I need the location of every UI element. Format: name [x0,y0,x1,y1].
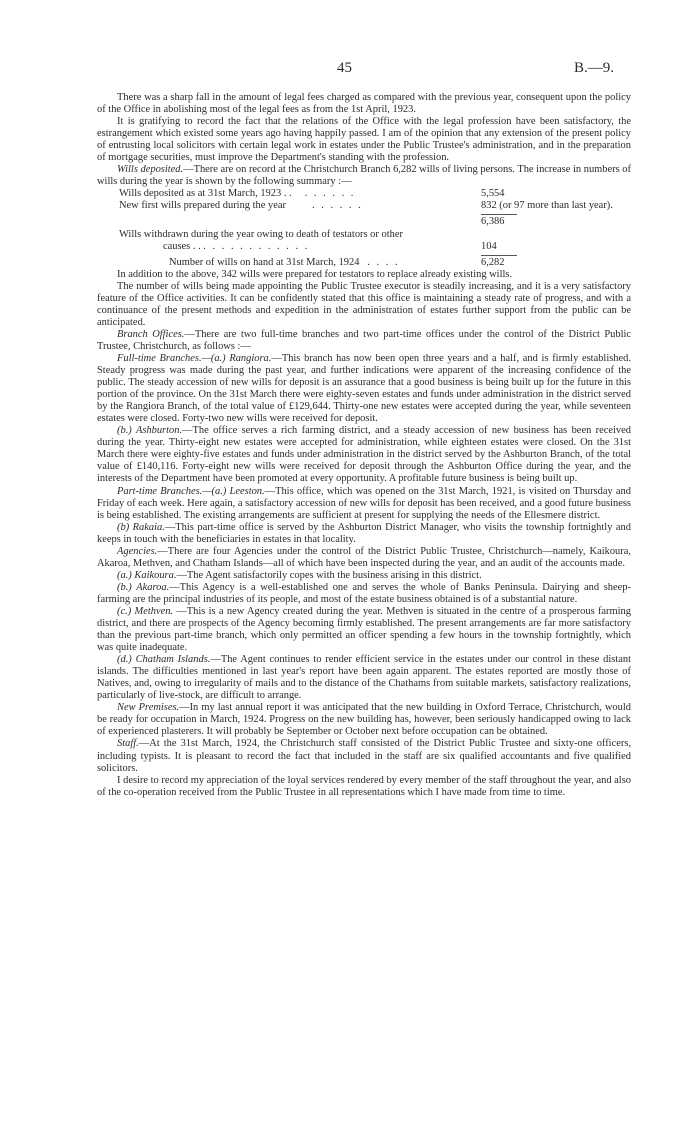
summary-value-deposited: 5,554 [481,188,505,200]
paragraph-staff [97,738,631,774]
akaroa-text: —This Agency is a well-established one and serves the whole of Banks Peninsula. Dairying and sheep-farming are the principal industries of its people, and most of the estate business obtained is of a substantial nature. [97,581,631,605]
summary-subtotal: 6,386 [481,216,505,228]
paragraph-legal-fees: There was a sharp fall in the amount of legal fees charged as compared with the previous year, consequent upon the policy of the Office in abolishing most of the legal fees as from the 1st April, 1923. [97,92,631,116]
summary-label-total: Number of wills on hand at 31st March, 1924 [169,256,360,268]
document-body [97,92,631,799]
paragraph-wills-deposited [97,164,631,188]
wills-summary-table [97,188,631,268]
leeston-text: —This office, which was opened on the 31st March, 1921, is visited on Thursday and Friday of each week. Here again, a satisfactory accession of new wills for deposit has been received, and a good future business is being established. The existing arrangements are sufficient at present for supplying the needs of the Ellesmere district. [97,485,631,521]
summary-dots: . . . . . . [312,200,363,212]
paragraph-leeston [97,486,631,522]
summary-rule [481,255,517,256]
paragraph-chatham-islands [97,654,631,702]
heading-methven: (c.) Methven. [117,605,174,617]
heading-akaroa: (b.) Akaroa. [117,581,170,593]
paragraph-closing: I desire to record my appreciation of the loyal services rendered by every member of the staff throughout the year, and also of the co-operation received from the Public Trustee in all representations which I have made from time to time. [97,774,631,798]
staff-text: —At the 31st March, 1924, the Christchurch staff consisted of the District Public Trustee and sixty-one officers, including typists. It is pleasant to record the fact that included in the staff are six qualified accountants and five qualified solicitors. [97,738,631,774]
paragraph-executor-increase: The number of wills being made appointing the Public Trustee executor is steadily increasing, and it is a very satisfactory feature of the Office activities. It can be confidently stated that this office is maintaining a steady rate of progress, and with a continuance of the present methods and expedition in the administration of estates further support from the public can be anticipated. [97,280,631,328]
summary-row-deposited [97,188,631,200]
summary-row-total [97,257,631,269]
summary-label-new-wills: New first wills prepared during the year [119,200,286,212]
page-number: 45 [337,60,352,76]
branch-offices-text: —There are two full-time branches and two part-time offices under the control of the District Public Trustee, Christchurch, as follows :— [97,328,632,352]
summary-note-new-wills: (or 97 more than last year). [499,200,613,212]
kaikoura-text: —The Agent satisfactorily copes with the business arising in this district. [176,569,482,581]
paragraph-akaroa [97,582,631,606]
summary-row-new-wills [97,200,631,212]
heading-branch-offices: Branch Offices. [117,328,185,340]
paragraph-new-premises [97,702,631,738]
agencies-text: —There are four Agencies under the control of the District Public Trustee, Christchurch—namely, Kaikoura, Akaroa, Methven, and Chatham Islands—all of which have been inspected during the year, and an audit of the accounts made. [97,545,631,569]
summary-value-withdrawn: 104 [481,240,497,252]
heading-chatham-islands: (d.) Chatham Islands. [117,654,211,666]
summary-rule [481,214,517,215]
heading-kaikoura: (a.) Kaikoura. [117,569,177,581]
rakaia-text: —This part-time office is served by the Ashburton District Manager, who visits the township fortnightly and keeps in touch with the beneficiaries in estates in that locality. [97,521,631,545]
summary-row-withdrawn [97,229,631,253]
ashburton-text: —The office serves a rich farming district, and a steady accession of new business has been received during the year. Thirty-eight new estates were accepted for administration, while eighteen estates were closed. On the 31st March there were eighty-five estates and funds under administration in the district served by the Ashburton Branch, of the total value of £140,116. Forty-eight new wills were received for deposit through the Ashburton Office during the year, and the interests of the Department have been promoted at every opportunity. A profitable future business is being built up. [97,425,631,485]
heading-new-premises: New Premises. [117,702,180,714]
rangiora-text: —This branch has now been open three years and a half, and is firmly established. Steady progress was made during the past year, and further indications were apparent of the increasing confidence of the public. The steady accession of new wills for deposit is an assurance that a good business is being built up for the future in this portion of the province. On the 31st March there were eighty-seven estates and funds under administration in the district served by the Rangiora Branch, of the total value of £129,644. Thirty-one new estates were accepted during the year, while seventeen estates were closed. Forty-two new wills were received for deposit. [97,352,631,425]
heading-leeston: Part-time Branches.—(a.) Leeston. [117,485,265,497]
summary-dots: . . . . [367,256,400,268]
summary-value-new-wills: 832 [481,200,497,212]
summary-label-deposited: Wills deposited as at 31st March, 1923 . . [119,188,292,200]
paragraph-branch-offices [97,329,631,353]
chatham-islands-text: —The Agent continues to render efficient service in the estates under our control in these distant islands. The difficulties mentioned in last year's report have been again apparent. The estates reported are mostly those of Natives, and, owing to irregularity of mails and to the distance of the Chathams from suitable markets, satisfactory realizations, particularly of live-stock, are difficult to arrange. [97,654,631,702]
page-header [0,60,700,80]
paragraph-additional-wills: In addition to the above, 342 wills were prepared for testators to replace already existing wills. [117,268,513,280]
heading-rakaia: (b) Rakaia. [117,521,165,533]
report-reference: B.—9. [573,60,614,76]
heading-ashburton: (b.) Ashburton. [117,425,183,437]
summary-label-withdrawn: Wills withdrawn during the year owing to death of testators or other [119,228,403,240]
summary-dots: . . . . . . [304,188,356,200]
paragraph-ashburton [97,425,631,485]
paragraph-kaikoura [97,570,631,582]
summary-value-total: 6,282 [481,256,505,268]
heading-wills-deposited: Wills deposited. [117,164,184,176]
methven-text: —This is a new Agency created during the year. Methven is situated in the centre of a prosperous farming district, and there are prospects of the Agency becoming firmly established. The present arrangements are far more satisfactory than the previous part-time branch, which only permitted an officer spending a few hours in the township fortnightly, which was quite inadequate. [97,605,631,654]
paragraph-methven [97,606,631,654]
paragraph-legal-profession: It is gratifying to record the fact that the relations of the Office with the legal profession have been satisfactory, the estrangement which existed some years ago having happily passed. I am of the opinion that any extension of the present policy of entrusting local solicitors with certain legal work in estates under the Public Trustee's administration, and in the preparation of mortgage securities, must improve the Department's standing with the profession. [97,116,631,164]
new-premises-text: —In my last annual report it was anticipated that the new building in Oxford Terrace, Christchurch, would be ready for occupation in March, 1924. Progress on the new building has, however, been seriously handicapped owing to lack of experienced plasterers. It will probably be September or October next before occupation can be obtained. [97,702,631,738]
summary-dots: . . . . . . . . . . . . [203,240,310,252]
paragraph-rakaia [97,522,631,546]
heading-staff: Staff. [117,738,139,750]
heading-rangiora: Full-time Branches.—(a.) Rangiora. [117,352,272,364]
heading-agencies: Agencies. [117,545,158,557]
paragraph-agencies [97,546,631,570]
paragraph-rangiora [97,353,631,425]
wills-deposited-text: —There are on record at the Christchurch Branch 6,282 wills of living persons. The increase in numbers of wills during the year is shown by the following summary :— [97,164,631,188]
summary-label-withdrawn-2: causes . . [163,240,201,252]
